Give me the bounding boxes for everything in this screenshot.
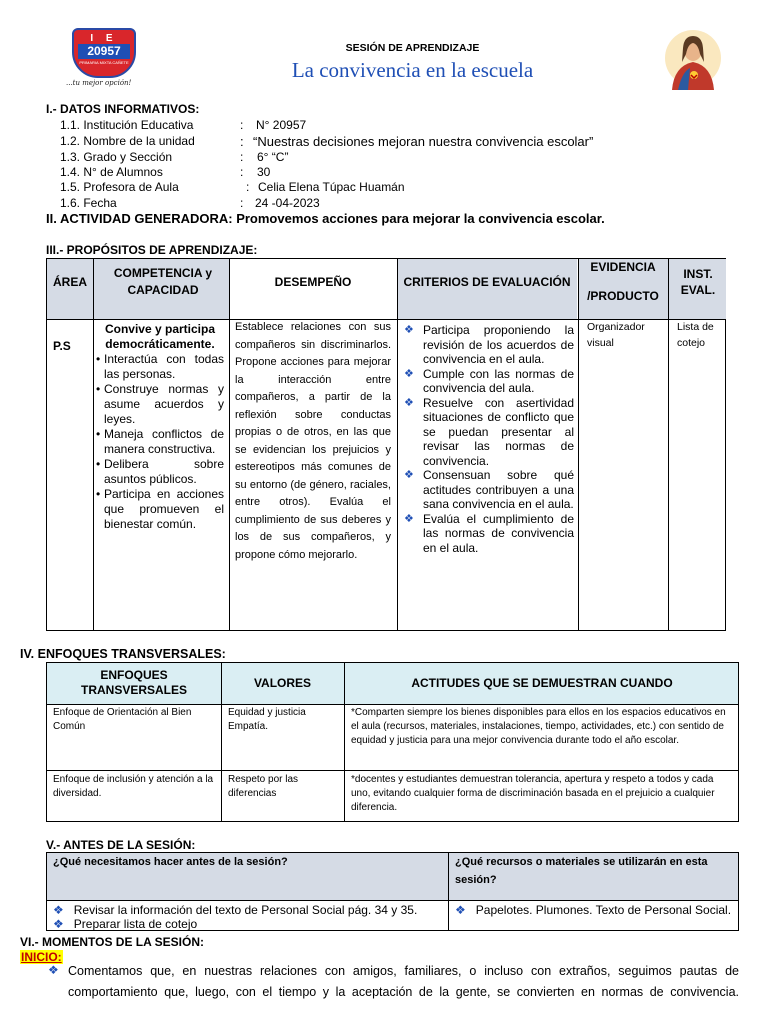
header-competencia: COMPETENCIA y CAPACIDAD [113, 266, 213, 297]
antes-heading: V.- ANTES DE LA SESIÓN: [46, 838, 196, 852]
actitudes-cell: *docentes y estudiantes demuestran tolerancia, apertura y respeto a todos y cada uno, evitando cualquier forma de discriminación basada en el prejuicio a cualquier diferencia. [351, 774, 715, 813]
criterio-item: ❖ Participa proponiendo la revisión de los acuerdos de convivencia en el aula. [404, 323, 574, 366]
criterios-list [404, 323, 574, 555]
info-colon: : [240, 118, 244, 132]
capacidad-item: • Maneja conflictos de manera constructiva. [96, 427, 224, 457]
header-recursos: ¿Qué recursos o materiales se utilizarán en esta sesión? [455, 856, 708, 886]
diamond-bullet-icon: ❖ [404, 324, 414, 336]
info-label: 1.4. N° de Alumnos [60, 165, 163, 179]
logo-shield [72, 28, 136, 78]
diamond-bullet-icon: ❖ [53, 903, 64, 917]
header-desempeno: DESEMPEÑO [274, 275, 352, 289]
info-colon: : [240, 165, 244, 179]
logo-letters: I E [90, 33, 118, 44]
header-producto: /PRODUCTO [587, 289, 659, 303]
capacidad-item: • Interactúa con todas las personas. [96, 352, 224, 382]
logo-slogan: ...tu mejor opción! [66, 79, 132, 87]
antes-item: ❖ Preparar lista de cotejo [53, 917, 198, 931]
info-label: 1.1. Institución Educativa [60, 118, 194, 132]
header-actitudes: ACTITUDES QUE SE DEMUESTRAN CUANDO [411, 676, 673, 690]
capacidad-item: • Participa en acciones que promueven el bienestar común. [96, 487, 224, 532]
diamond-bullet-icon: ❖ [404, 469, 414, 481]
info-value: N° 20957 [256, 118, 307, 132]
header-inst-eval: INST. EVAL. [680, 267, 716, 297]
header-bg [397, 259, 577, 319]
school-logo [66, 26, 142, 92]
logo-number: 20957 [78, 44, 130, 59]
header-enfoques: ENFOQUES TRANSVERSALES [80, 668, 187, 697]
info-colon: : [240, 150, 244, 164]
info-value: 30 [257, 165, 271, 179]
inicio-label: INICIO: [21, 950, 62, 964]
antes-table [46, 852, 739, 931]
criterio-item: ❖ Evalúa el cumplimiento de las normas de convivencia en el aula. [404, 511, 574, 555]
enfoques-table [46, 662, 739, 822]
header-area: ÁREA [52, 275, 87, 289]
capacidad-item: • Delibera sobre asuntos públicos. [96, 457, 224, 487]
enfoques-heading: IV. ENFOQUES TRANSVERSALES: [20, 647, 226, 661]
info-colon: : [246, 180, 250, 194]
diamond-bullet-icon: ❖ [404, 512, 414, 525]
info-label: 1.5. Profesora de Aula [60, 180, 179, 194]
diamond-bullet-icon: ❖ [404, 367, 414, 380]
enfoque-cell: Enfoque de Orientación al Bien Común [53, 707, 192, 732]
info-colon: : [240, 196, 244, 210]
info-value: “Nuestras decisiones mejoran nuestra convivencia escolar” [253, 134, 594, 149]
info-label: 1.6. Fecha [60, 196, 117, 210]
header-criterios: CRITERIOS DE EVALUACIÓN [403, 275, 571, 289]
session-label: SESIÓN DE APRENDIZAJE [345, 42, 480, 54]
area-value: P.S [53, 339, 71, 353]
inicio-text: Comentamos que, en nuestras relaciones con amigos, familiares, o incluso con extraños, seguimos pautas de comportamiento que, luego, con el tiempo y la aceptación de la gente, se convierten en normas de convivencia. [68, 964, 739, 999]
competencia-cell [96, 322, 224, 532]
info-value: 24 -04-2023 [255, 196, 320, 210]
header-necesitamos: ¿Qué necesitamos hacer antes de la sesión? [53, 856, 288, 868]
header-valores: VALORES [253, 676, 312, 690]
antes-item: ❖ Revisar la información del texto de Personal Social pág. 34 y 35. [53, 903, 418, 917]
criterio-item: ❖ Consensuan sobre qué actitudes contribuyen a una sana convivencia en el aula. [404, 468, 574, 511]
propositos-table [46, 258, 726, 631]
datos-heading: I.- DATOS INFORMATIVOS: [46, 102, 200, 116]
valores-cell: Equidad y justicia Empatía. [228, 707, 306, 732]
propositos-heading: III.- PROPÓSITOS DE APRENDIZAJE: [46, 243, 258, 257]
capacidad-item: • Construye normas y asume acuerdos y leyes. [96, 382, 224, 427]
info-label: 1.2. Nombre de la unidad [60, 134, 195, 148]
momentos-heading: VI.- MOMENTOS DE LA SESIÓN: [20, 935, 205, 949]
valores-cell: Respeto por las diferencias [228, 774, 299, 799]
header-evidencia: EVIDENCIA [590, 260, 656, 274]
recurso-item: ❖ Papelotes. Plumones. Texto de Personal Social. [455, 903, 732, 917]
info-value: 6° “C” [257, 150, 289, 164]
criterio-item: ❖ Cumple con las normas de convivencia del aula. [404, 366, 574, 395]
diamond-bullet-icon: ❖ [53, 917, 64, 931]
instrumento-value: Lista de cotejo [677, 321, 714, 349]
desempeno-text: Establece relaciones con sus compañeros sin discriminarlos. Propone acciones para mejorar la interacción entre compañeros, a partir de la reflexión sobre conductas propias o de otros, en las que se evidencian los prejuicios y estereotipos más comunes de su entorno (de género, raciales, entre otros). Evalúa el cumplimiento de sus deberes y los de sus compañeros, y propone cómo mejorarlo. [235, 321, 391, 561]
diamond-bullet-icon: ❖ [455, 903, 466, 917]
sacred-heart-image [664, 30, 722, 90]
diamond-bullet-icon: ❖ [404, 396, 414, 409]
enfoque-cell: Enfoque de inclusión y atención a la diversidad. [53, 774, 214, 799]
diamond-bullet-icon: ❖ [48, 963, 59, 977]
session-title: La convivencia en la escuela [291, 58, 534, 82]
evidencia-value: Organizador visual [587, 321, 645, 349]
actividad-generadora: II. ACTIVIDAD GENERADORA: Promovemos acciones para mejorar la convivencia escolar. [46, 211, 605, 226]
info-colon: : [240, 134, 244, 149]
info-label: 1.3. Grado y Sección [60, 150, 173, 164]
info-value: Celia Elena Túpac Huamán [258, 180, 405, 194]
competencia-title: Convive y participa democráticamente. [104, 322, 216, 351]
criterio-item: ❖ Resuelve con asertividad situaciones de conflicto que se puedan presentar al revisar las normas de convivencia. [404, 395, 574, 468]
actitudes-cell: *Comparten siempre los bienes disponibles para ellos en los espacios educativos en el aula (recursos, materiales, instalaciones, tiempo, actividades, etc.) con sentido de equidad y justicia para una mejor convivencia durante todo el año escolar. [351, 707, 726, 746]
logo-small-text: PRIMARIA MIXTA CAÑETE [79, 60, 129, 65]
